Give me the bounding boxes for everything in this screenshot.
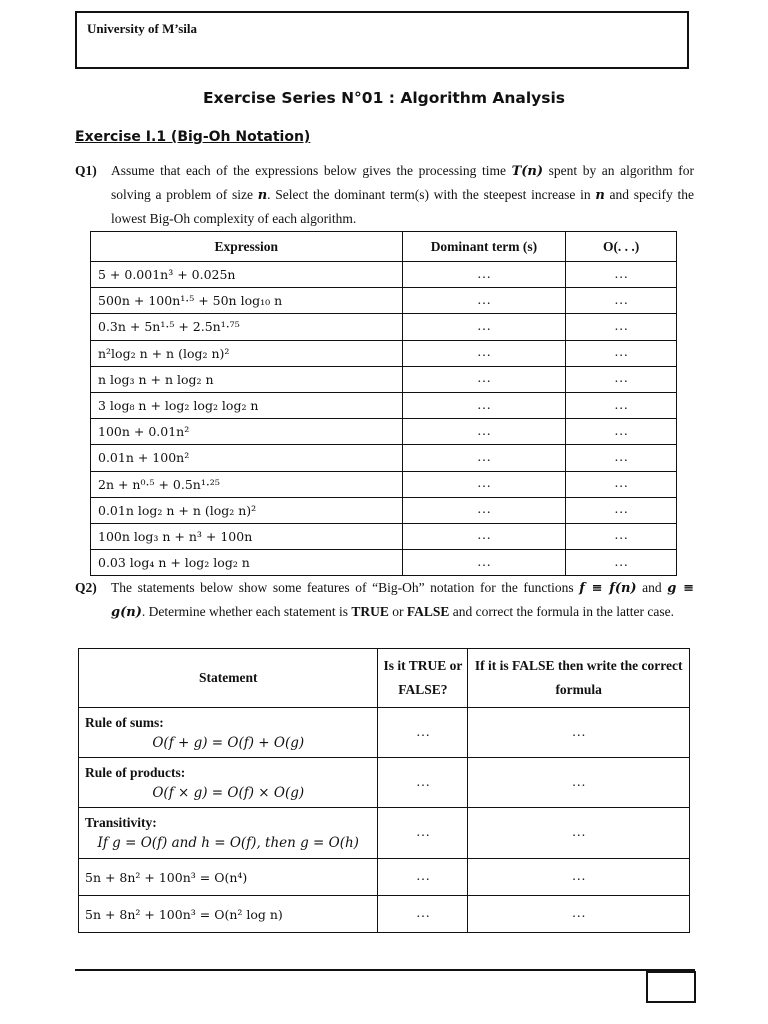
expression-cell: n²log₂ n + n (log₂ n)² (91, 340, 403, 366)
expression-cell: 2n + n⁰·⁵ + 0.5n¹·²⁵ (91, 471, 403, 497)
question-1 (75, 159, 694, 229)
table-row (91, 366, 677, 392)
correct-formula-cell[interactable]: … (468, 859, 690, 896)
question-2-number: Q2) (75, 580, 97, 595)
dominant-term-cell[interactable]: … (402, 262, 566, 288)
table-row (79, 808, 690, 859)
university-name: University of M’sila (87, 21, 197, 36)
statement-label: Transitivity: (85, 815, 157, 830)
f-symbol: f ≡ f(n) (579, 581, 637, 596)
statement-formula: 5n + 8n² + 100n³ = O(n⁴) (85, 869, 248, 885)
expression-cell: 100n + 0.01n² (91, 419, 403, 445)
question-1-text: Assume that each of the expressions below gives the processing time T(n) spent by an algorithm for solving a problem of size n. Select the dominant term(s) with the steepest increase in n and specify the lowest Big-Oh complexity of each algorithm. (111, 163, 694, 226)
T-of-n-symbol: T(n) (511, 164, 543, 179)
n-symbol-2: n (595, 188, 605, 203)
table-row (91, 392, 677, 418)
big-o-cell[interactable]: … (566, 523, 677, 549)
big-o-cell[interactable]: … (566, 445, 677, 471)
dominant-term-cell[interactable]: … (402, 471, 566, 497)
table-row (91, 471, 677, 497)
question-1-number: Q1) (75, 163, 97, 178)
table-row (79, 859, 690, 896)
question-2-text: The statements below show some features of “Big-Oh” notation for the functions f ≡ f(n) and g ≡ g(n). Determine whether each statement is TRUE or FALSE and correct the formula in the latter case. (111, 580, 695, 620)
table-row (91, 419, 677, 445)
table-row (91, 523, 677, 549)
dominant-term-cell[interactable]: … (402, 314, 566, 340)
expression-cell: 500n + 100n¹·⁵ + 50n log₁₀ n (91, 288, 403, 314)
expression-cell: 3 log₈ n + log₂ log₂ log₂ n (91, 392, 403, 418)
footer-rule (75, 969, 695, 971)
expression-cell: 0.3n + 5n¹·⁵ + 2.5n¹·⁷⁵ (91, 314, 403, 340)
expressions-table (90, 231, 677, 576)
expression-cell: 100n log₃ n + n³ + 100n (91, 523, 403, 549)
correct-formula-cell[interactable]: … (468, 808, 690, 859)
table-row (91, 314, 677, 340)
table-row (79, 708, 690, 758)
statement-label: Rule of sums: (85, 714, 164, 730)
statement-cell (79, 896, 378, 933)
header-expression: Expression (91, 232, 403, 262)
header-true-false: Is it TRUE or FALSE? (378, 649, 468, 708)
dominant-term-cell[interactable]: … (402, 288, 566, 314)
true-false-cell[interactable]: … (378, 808, 468, 859)
expression-cell: n log₃ n + n log₂ n (91, 366, 403, 392)
statement-cell (79, 708, 378, 758)
expression-cell: 5 + 0.001n³ + 0.025n (91, 262, 403, 288)
table-row (79, 896, 690, 933)
true-word: TRUE (351, 604, 389, 619)
header-dominant-term: Dominant term (s) (402, 232, 566, 262)
true-false-cell[interactable]: … (378, 758, 468, 808)
expression-cell: 0.03 log₄ n + log₂ log₂ n (91, 550, 403, 576)
header-box (75, 11, 689, 69)
table-row (91, 497, 677, 523)
dominant-term-cell[interactable]: … (402, 497, 566, 523)
big-o-cell[interactable]: … (566, 471, 677, 497)
g-symbol: g ≡ g(n) (111, 581, 695, 620)
big-o-cell[interactable]: … (566, 419, 677, 445)
dominant-term-cell[interactable]: … (402, 340, 566, 366)
expression-cell: 0.01n + 100n² (91, 445, 403, 471)
statement-label: Rule of products: (85, 764, 186, 780)
table-row (79, 758, 690, 808)
true-false-cell[interactable]: … (378, 896, 468, 933)
table-row (91, 288, 677, 314)
statement-formula: If g = O(f) and h = O(f), then g = O(h) (97, 835, 359, 851)
true-false-cell[interactable]: … (378, 859, 468, 896)
statement-formula: O(f + g) = O(f) + O(g) (152, 734, 305, 751)
dominant-term-cell[interactable]: … (402, 550, 566, 576)
table-row (91, 340, 677, 366)
header-statement: Statement (79, 649, 378, 708)
question-2 (75, 576, 694, 646)
dominant-term-cell[interactable]: … (402, 366, 566, 392)
big-o-cell[interactable]: … (566, 550, 677, 576)
big-o-cell[interactable]: … (566, 262, 677, 288)
big-o-cell[interactable]: … (566, 340, 677, 366)
big-o-cell[interactable]: … (566, 288, 677, 314)
header-correct-formula: If it is FALSE then write the correct formula (468, 649, 690, 708)
correct-formula-cell[interactable]: … (468, 708, 690, 758)
statement-cell (79, 758, 378, 808)
document-title: Exercise Series N°01 : Algorithm Analysis (202, 89, 566, 107)
statement-cell (79, 808, 378, 859)
expression-cell: 0.01n log₂ n + n (log₂ n)² (91, 497, 403, 523)
statement-formula: O(f × g) = O(f) × O(g) (152, 784, 305, 801)
exercise-title: Exercise I.1 (Big-Oh Notation) (75, 129, 311, 145)
big-o-cell[interactable]: … (566, 366, 677, 392)
header-big-o: O(. . .) (566, 232, 677, 262)
big-o-cell[interactable]: … (566, 392, 677, 418)
table-row (91, 550, 677, 576)
dominant-term-cell[interactable]: … (402, 523, 566, 549)
statements-table (78, 648, 690, 933)
table-row (91, 445, 677, 471)
false-word: FALSE (406, 604, 450, 619)
big-o-cell[interactable]: … (566, 497, 677, 523)
table-header-row (79, 649, 690, 708)
true-false-cell[interactable]: … (378, 708, 468, 758)
table-header-row (91, 232, 677, 262)
correct-formula-cell[interactable]: … (468, 758, 690, 808)
table-row (91, 262, 677, 288)
dominant-term-cell[interactable]: … (402, 392, 566, 418)
statement-formula: 5n + 8n² + 100n³ = O(n² log n) (85, 906, 283, 922)
dominant-term-cell[interactable]: … (402, 419, 566, 445)
n-symbol: n (257, 188, 268, 203)
big-o-cell[interactable]: … (566, 314, 677, 340)
correct-formula-cell[interactable]: … (468, 896, 690, 933)
page-number-box (646, 971, 696, 1003)
dominant-term-cell[interactable]: … (402, 445, 566, 471)
statement-cell (79, 859, 378, 896)
